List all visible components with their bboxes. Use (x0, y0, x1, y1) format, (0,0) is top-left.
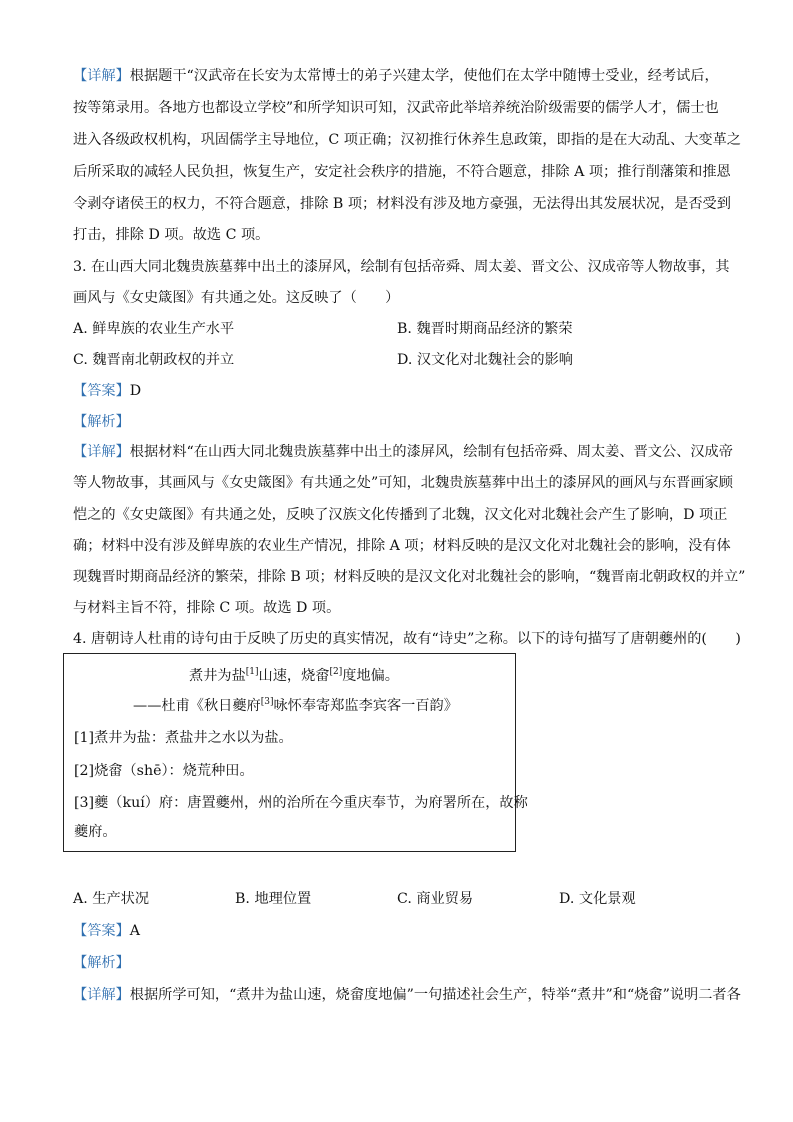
q3-option-a: A. 鲜卑族的农业生产水平 (73, 321, 235, 337)
poem-material-box (63, 653, 528, 852)
q4-option-a: A. 生产状况 (73, 891, 150, 907)
q3-option-d: D. 汉文化对北魏社会的影响 (397, 352, 573, 368)
answer-tag: 【答案】 (73, 923, 130, 939)
poem-source: ——杜甫《秋日夔府[3]咏怀奉寄郑监李宾客一百韵》 (133, 697, 458, 714)
q2-detail-line-1: 【详解】根据题干“汉武帝在长安为太常博士的弟子兴建太学，使他们在太学中随博士受业，经考试后， (73, 68, 719, 84)
q3-detail-line-5: 现魏晋时期商品经济的繁荣，排除 B 项；材料反映的是汉文化对北魏社会的影响，“魏晋南北朝政权的并立” (73, 569, 746, 585)
q4-stem: 4. 唐朝诗人杜甫的诗句由于反映了历史的真实情况，故有“诗史”之称。以下的诗句描写了唐朝夔州的( ) (73, 631, 741, 647)
q4-detail-line-1: 【详解】根据所学可知，“煮井为盐山速，烧畲度地偏”一句描述社会生产，特举“煮井”和“烧畲”说明二者各 (73, 987, 741, 1003)
q3-answer-value: D (129, 383, 142, 399)
q3-stem-line-1: 3. 在山西大同北魏贵族墓葬中出土的漆屏风，绘制有包括帝舜、周太姜、晋文公、汉成帝等人物故事，其 (73, 259, 730, 275)
q4-analysis-tag: 【解析】 (73, 955, 130, 971)
detail-tag: 【详解】 (73, 987, 130, 1003)
q4-option-d: D. 文化景观 (559, 891, 636, 907)
q2-detail-line-3: 进入各级政权机构，巩固儒学主导地位，C 项正确；汉初推行休养生息政策，即指的是在大动乱、大变革之 (73, 132, 741, 148)
detail-tag: 【详解】 (73, 444, 130, 460)
q3-detail-line-3: 恺之的《女史箴图》有共通之处，反映了汉族文化传播到了北魏，汉文化对北魏社会产生了影响，D 项正 (73, 507, 728, 523)
q4-answer-value: A (129, 923, 141, 939)
q3-answer (73, 381, 141, 401)
note-3-line-1: [3]夔（kuí）府：唐置夔州，州的治所在今重庆奉节，为府署所在，故称 (74, 795, 528, 811)
note-3-line-2: 夔府。 (74, 824, 117, 840)
poem-line: 煮井为盐[1]山速，烧畲[2]度地偏。 (189, 667, 399, 684)
note-1: [1]煮井为盐：煮盐井之水以为盐。 (74, 730, 293, 746)
q2-detail-line-5: 令剥夺诸侯王的权力，不符合题意，排除 B 项；材料没有涉及地方豪强，无法得出其发展状况，是否受到 (73, 196, 731, 212)
q3-option-c: C. 魏晋南北朝政权的并立 (73, 352, 235, 368)
q3-detail-line-4: 确；材料中没有涉及鲜卑族的农业生产情况，排除 A 项；材料反映的是汉文化对北魏社会的影响，没有体 (73, 538, 731, 554)
q2-detail-line-6: 打击，排除 D 项。故选 C 项。 (73, 227, 270, 243)
note-2: [2]烧畲（shē）：烧荒种田。 (74, 763, 254, 779)
q3-detail-line-6: 与材料主旨不符，排除 C 项。故选 D 项。 (73, 600, 341, 616)
q2-detail-line-4: 后所采取的减轻人民负担，恢复生产，安定社会秩序的措施，不符合题意，排除 A 项；推行削藩策和推恩 (73, 164, 731, 180)
answer-tag: 【答案】 (73, 383, 130, 399)
q4-answer (73, 921, 140, 941)
q3-option-b: B. 魏晋时期商品经济的繁荣 (397, 321, 573, 337)
q4-option-c: C. 商业贸易 (397, 891, 474, 907)
detail-tag: 【详解】 (73, 68, 130, 84)
q3-detail-line-1: 【详解】根据材料“在山西大同北魏贵族墓葬中出土的漆屏风，绘制有包括帝舜、周太姜、晋文公、汉成帝 (73, 444, 733, 460)
q3-detail-line-2: 等人物故事，其画风与《女史箴图》有共通之处”可知，北魏贵族墓葬中出土的漆屏风的画风与东晋画家顾 (73, 475, 733, 491)
q4-option-b: B. 地理位置 (235, 891, 312, 907)
q3-stem-line-2: 画风与《女史箴图》有共通之处。这反映了（ ） (73, 290, 400, 306)
q3-analysis-tag: 【解析】 (73, 414, 130, 430)
q2-detail-line-2: 按等第录用。各地方也都设立学校”和所学知识可知，汉武帝此举培养统治阶级需要的儒学人才，儒士也 (73, 100, 719, 116)
